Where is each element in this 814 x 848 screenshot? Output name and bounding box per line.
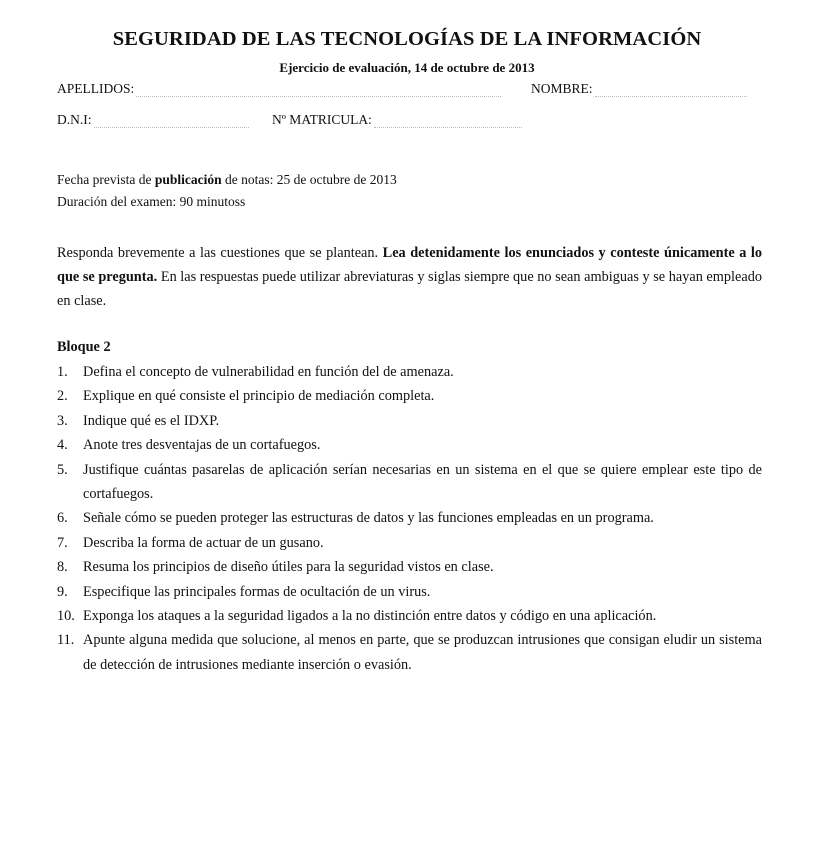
apellidos-label: APELLIDOS: [57, 81, 135, 96]
matricula-field [272, 112, 522, 128]
publication-date: Fecha prevista de publicación de notas: 25 de octubre de 2013 [57, 172, 397, 187]
dni-label: D.N.I: [57, 112, 92, 127]
apellidos-field [57, 81, 501, 97]
question-item: 10. Exponga los ataques a la seguridad ligados a la no distinción entre datos y código en una aplicación. [57, 608, 657, 625]
question-item: 11. Apunte alguna medida que solucione, al menos en parte, que se produzcan intrusiones que consigan eludir un sistema de detección de intrusiones mediante inserción o evasión. [57, 632, 762, 673]
nombre-line [595, 84, 747, 97]
exam-subtitle: Ejercicio de evaluación, 14 de octubre de 2013 [279, 60, 535, 75]
matricula-label: Nº MATRICULA: [272, 112, 372, 127]
nombre-label: NOMBRE: [531, 81, 593, 96]
matricula-line [374, 115, 522, 128]
question-item: 6. Señale cómo se pueden proteger las estructuras de datos y las funciones empleadas en un programa. [57, 510, 654, 527]
instructions-paragraph: Responda brevemente a las cuestiones que se plantean. Lea detenidamente los enunciados y conteste únicamente a lo que se pregunta. En las respuestas puede utilizar abreviaturas y siglas siempre que no sean ambiguas y se hayan empleado en clase. [57, 245, 763, 309]
question-item: 8. Resuma los principios de diseño útiles para la seguridad vistos en clase. [57, 559, 494, 576]
question-item: 3. Indique qué es el IDXP. [57, 412, 220, 429]
question-item: 2. Explique en qué consiste el principio de mediación completa. [57, 388, 435, 405]
apellidos-line [136, 84, 501, 97]
question-item: 1. Defina el concepto de vulnerabilidad en función del de amenaza. [57, 364, 454, 380]
question-item: 5. Justifique cuántas pasarelas de aplicación serían necesarias en un sistema en el que se quiere emplear este tipo de cortafuegos. [57, 461, 762, 503]
dni-field [57, 112, 249, 128]
dni-line [94, 115, 249, 128]
exam-title: SEGURIDAD DE LAS TECNOLOGÍAS DE LA INFORMACIÓN [112, 28, 702, 50]
question-list [57, 360, 762, 677]
question-item: 9. Especifique las principales formas de ocultación de un virus. [57, 583, 431, 600]
block-title: Bloque 2 [57, 339, 111, 355]
question-item: 4. Anote tres desventajas de un cortafuegos. [57, 437, 321, 454]
nombre-field [531, 81, 747, 97]
exam-duration: Duración del examen: 90 minutoss [57, 194, 246, 209]
question-item: 7. Describa la forma de actuar de un gusano. [57, 534, 324, 551]
